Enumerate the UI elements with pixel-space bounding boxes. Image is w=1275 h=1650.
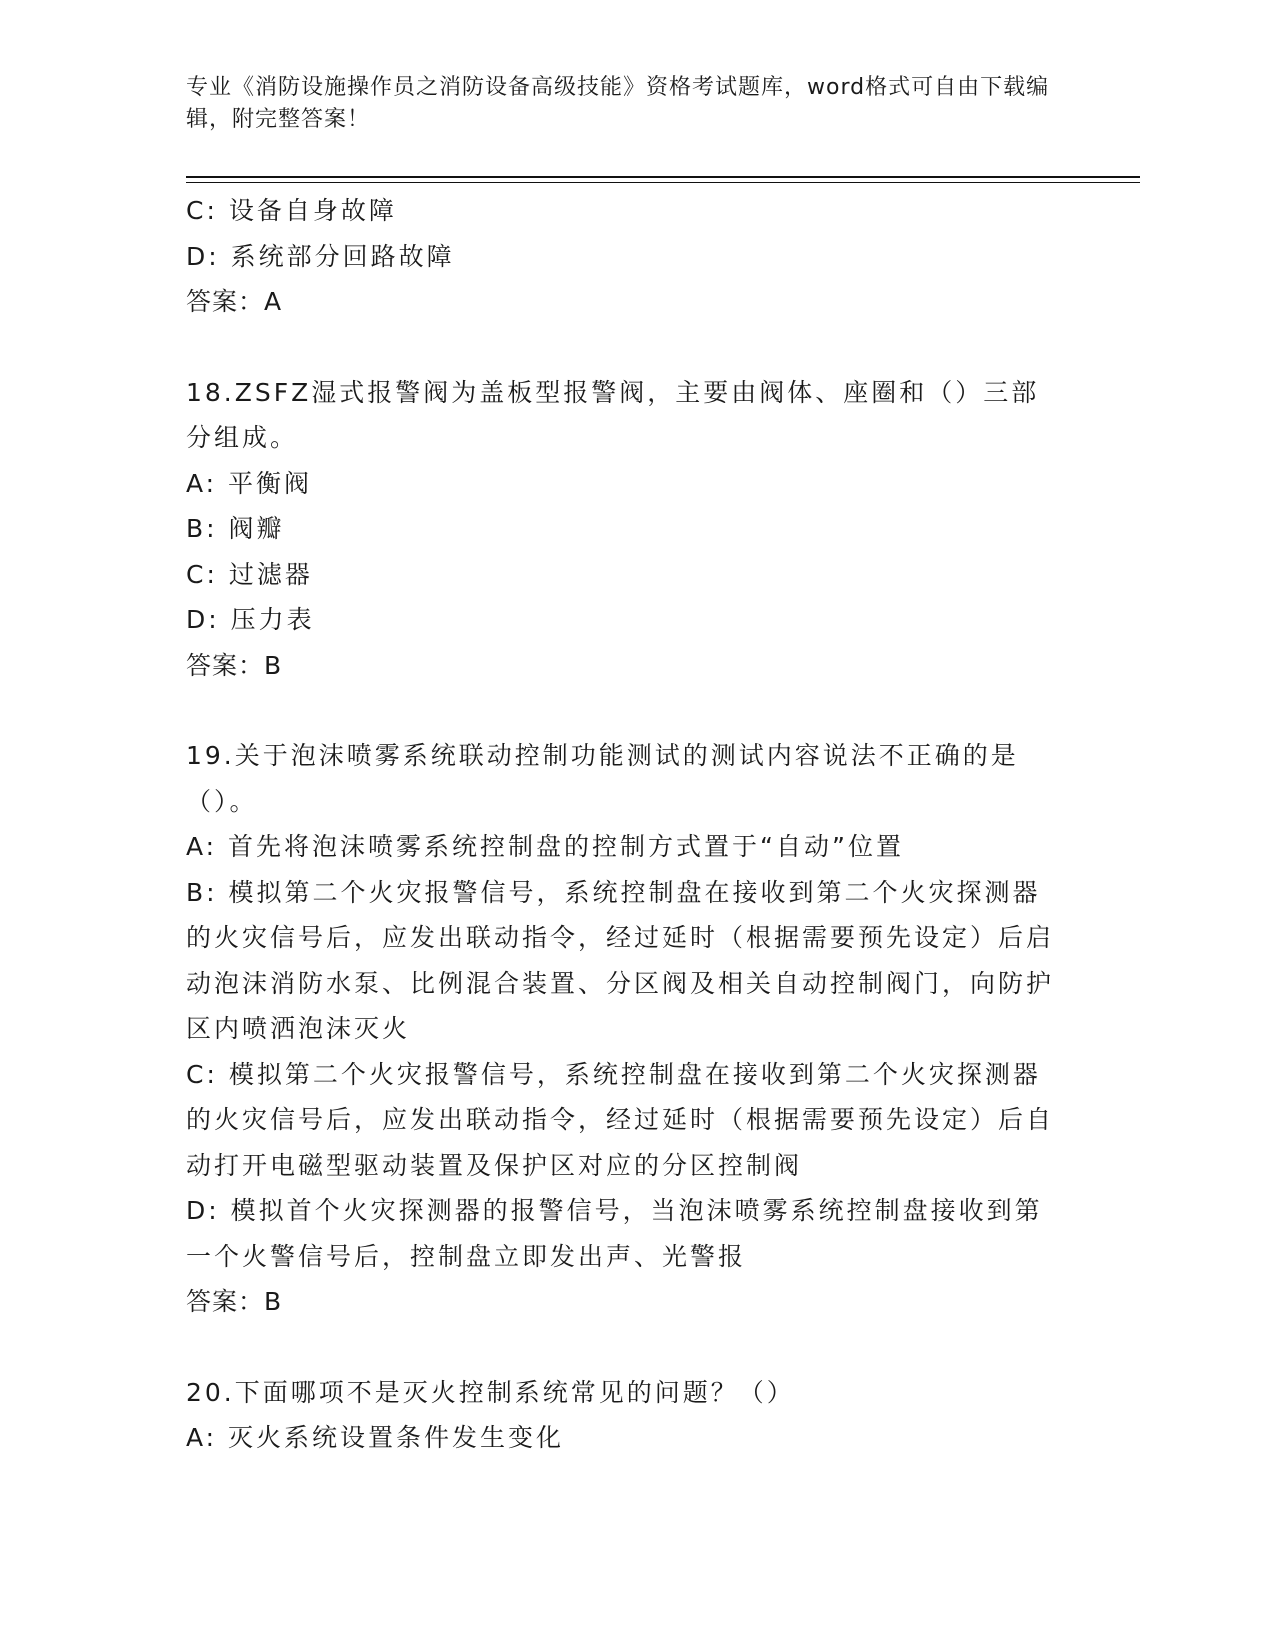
- option-d: D: 压力表: [186, 605, 315, 634]
- option-c: C: 过滤器: [186, 559, 313, 589]
- option-c: C: 模拟第二个火灾报警信号，系统控制盘在接收到第二个火灾探测器的火灾信号后，应发出联动指令，经过延时（根据需要预先设定）后自动打开电磁型驱动装置及保护区对应的分区控制阀: [186, 1059, 1055, 1180]
- answer-label: 答案：B: [186, 1287, 283, 1316]
- option-b: B: 阀瓣: [186, 514, 285, 543]
- spacer: [186, 1325, 1066, 1370]
- question-stem-20: 20.下面哪项不是灭火控制系统常见的问题？（）: [186, 1377, 795, 1407]
- option-b: B: 模拟第二个火灾报警信号，系统控制盘在接收到第二个火灾探测器的火灾信号后，应发出联动指令，经过延时（根据需要预先设定）后启动泡沫消防水泵、比例混合装置、分区阀及相关自动控制阀门，向防护区内喷洒泡沫灭火: [186, 877, 1055, 1043]
- option-a: A: 首先将泡沫喷雾系统控制盘的控制方式置于“自动”位置: [186, 832, 904, 861]
- question-stem-18: 18.ZSFZ湿式报警阀为盖板型报警阀，主要由阀体、座圈和（）三部分组成。: [186, 377, 1040, 452]
- answer-label: 答案：A: [186, 287, 283, 316]
- option-c: C: 设备自身故障: [186, 196, 397, 225]
- option-a: A: 灭火系统设置条件发生变化: [186, 1423, 565, 1452]
- header-rule-thick: [186, 176, 1140, 178]
- option-a: A: 平衡阀: [186, 468, 313, 498]
- spacer: [186, 688, 1066, 733]
- question-stem-19: 19.关于泡沫喷雾系统联动控制功能测试的测试内容说法不正确的是（）。: [186, 741, 1019, 816]
- option-d: D: 系统部分回路故障: [186, 241, 455, 271]
- header-rule-thin: [186, 182, 1140, 183]
- option-d: D: 模拟首个火灾探测器的报警信号，当泡沫喷雾系统控制盘接收到第一个火警信号后，控制盘立即发出声、光警报: [186, 1196, 1043, 1271]
- answer-label: 答案：B: [186, 650, 283, 680]
- question-content: [186, 188, 1066, 1461]
- spacer: [186, 325, 1066, 370]
- page-header: 专业《消防设施操作员之消防设备高级技能》资格考试题库，word格式可自由下载编辑，附完整答案！: [186, 75, 1050, 132]
